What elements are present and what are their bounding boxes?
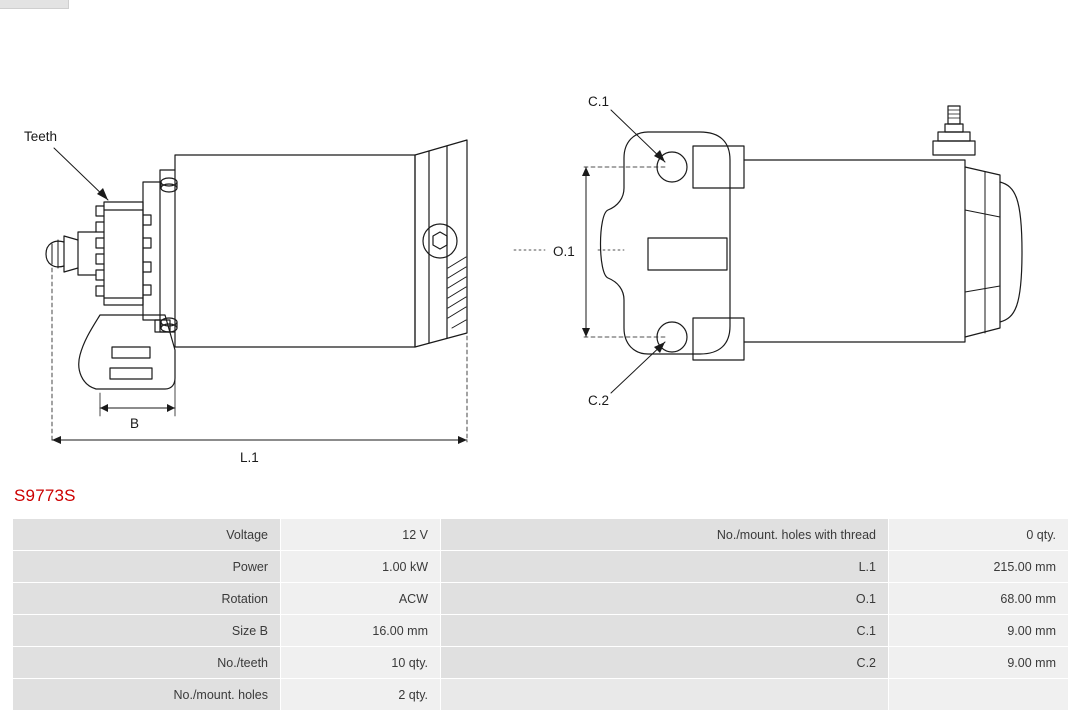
spec-label-size-b: Size B <box>13 615 281 647</box>
drawing-label-o1: O.1 <box>553 244 575 259</box>
spec-value-power: 1.00 kW <box>281 551 441 583</box>
spec-label-o1: O.1 <box>441 583 889 615</box>
spec-label-no-mount-holes: No./mount. holes <box>13 679 281 711</box>
spec-label-empty <box>441 679 889 711</box>
spec-value-l1: 215.00 mm <box>889 551 1069 583</box>
spec-label-mount-holes-thread: No./mount. holes with thread <box>441 519 889 551</box>
spec-label-voltage: Voltage <box>13 519 281 551</box>
table-row <box>13 679 1069 711</box>
drawing-label-l1: L.1 <box>240 450 259 465</box>
drawing-label-c2: C.2 <box>588 393 610 408</box>
spec-value-size-b: 16.00 mm <box>281 615 441 647</box>
specifications-table-body <box>13 519 1069 711</box>
spec-label-l1: L.1 <box>441 551 889 583</box>
top-left-stub <box>0 0 69 9</box>
table-row <box>13 615 1069 647</box>
spec-value-rotation: ACW <box>281 583 441 615</box>
table-row <box>13 551 1069 583</box>
spec-label-rotation: Rotation <box>13 583 281 615</box>
spec-value-voltage: 12 V <box>281 519 441 551</box>
drawing-label-c1: C.1 <box>588 94 610 109</box>
spec-label-no-teeth: No./teeth <box>13 647 281 679</box>
drawing-label-teeth: Teeth <box>24 129 58 144</box>
spec-value-no-mount-holes: 2 qty. <box>281 679 441 711</box>
part-number-heading: S9773S <box>14 486 76 505</box>
table-row <box>13 647 1069 679</box>
spec-label-c1: C.1 <box>441 615 889 647</box>
spec-value-c1: 9.00 mm <box>889 615 1069 647</box>
table-row <box>13 519 1069 551</box>
spec-label-c2: C.2 <box>441 647 889 679</box>
table-row <box>13 583 1069 615</box>
drawing-label-b: B <box>130 416 140 431</box>
product-technical-drawing <box>0 10 1080 475</box>
spec-value-no-teeth: 10 qty. <box>281 647 441 679</box>
spec-label-power: Power <box>13 551 281 583</box>
spec-value-o1: 68.00 mm <box>889 583 1069 615</box>
spec-value-mount-holes-thread: 0 qty. <box>889 519 1069 551</box>
specifications-table <box>12 518 1069 711</box>
spec-value-empty <box>889 679 1069 711</box>
spec-value-c2: 9.00 mm <box>889 647 1069 679</box>
